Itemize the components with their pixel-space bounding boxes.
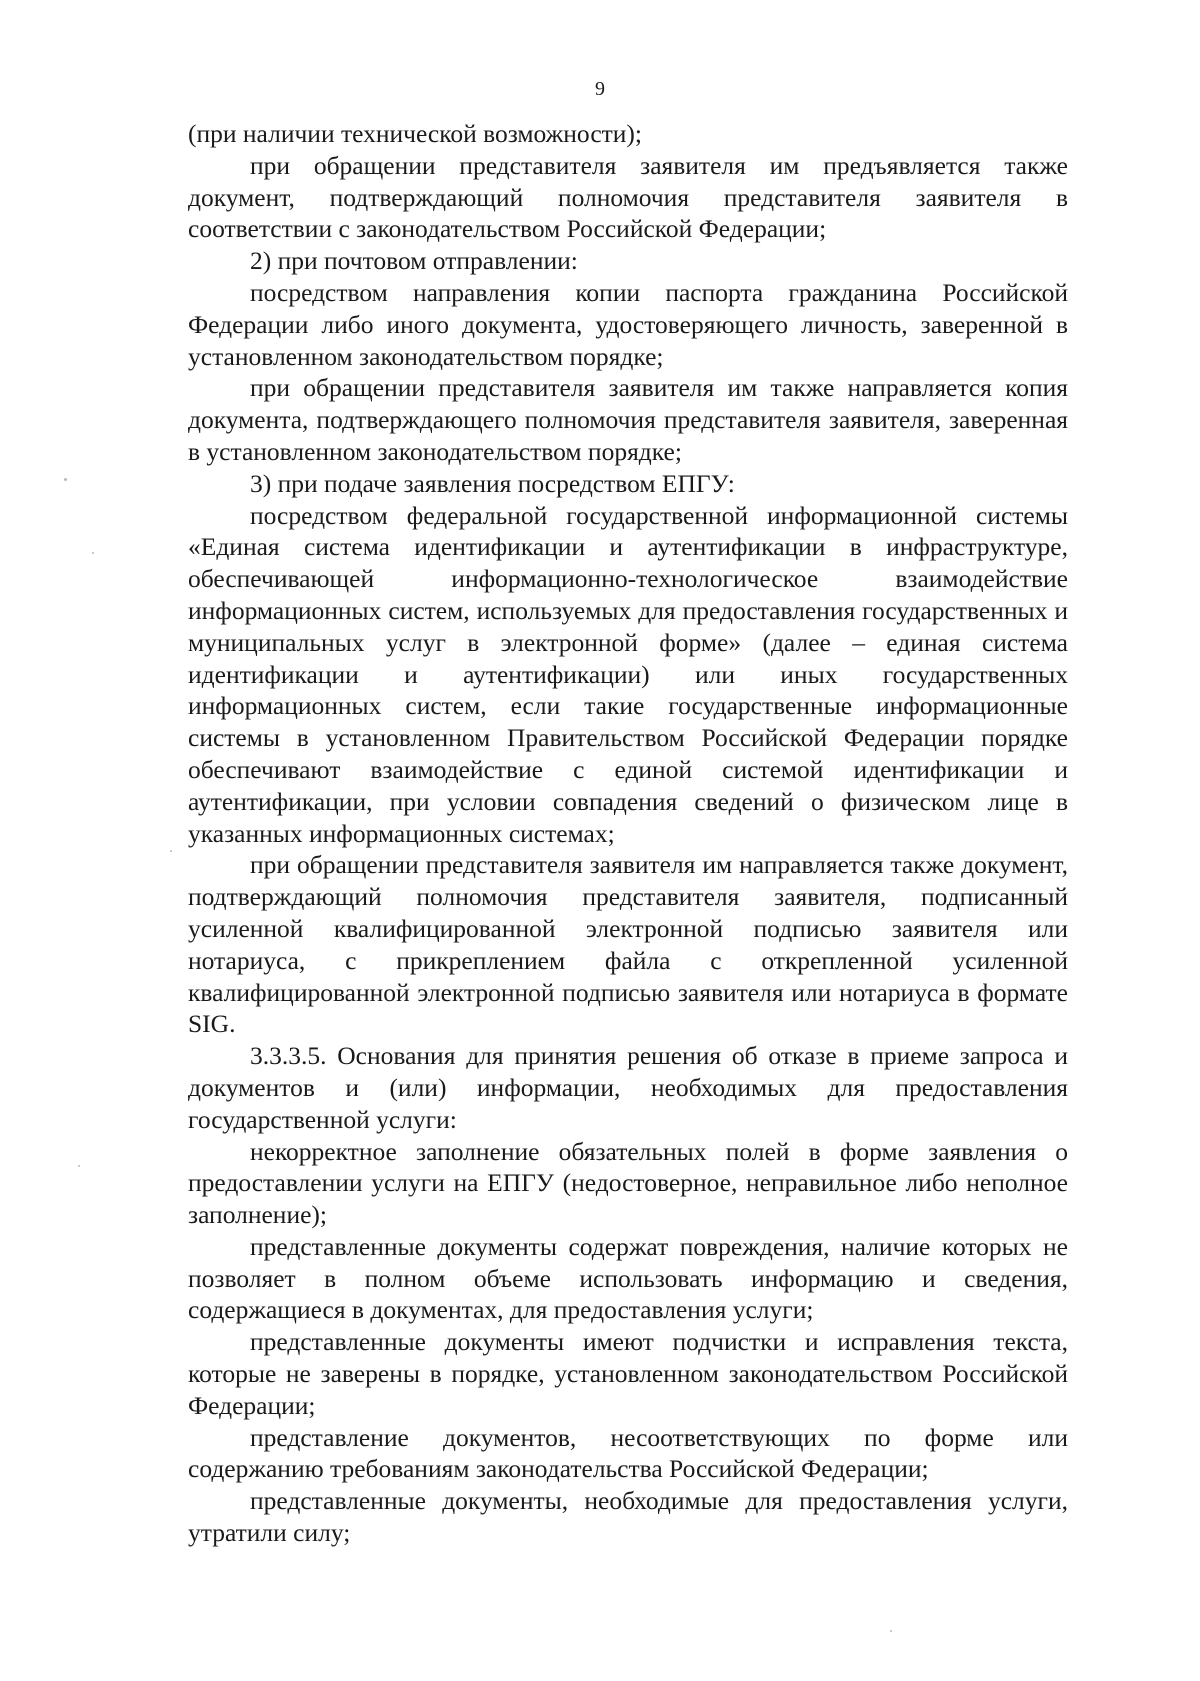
scan-speck	[78, 1165, 80, 1167]
paragraph: (при наличии технической возможности);	[188, 119, 643, 148]
paragraph: 3) при подаче заявления посредством ЕПГУ:	[250, 468, 735, 498]
paragraph: посредством федеральной государственной информационной системы «Единая система идентификации и аутентификации в инфраструктуре, обеспечивающей информационно-технологическое взаимодействие информационных систем, используемых для предоставления государственных и муниципальных услуг в электронной форме» (далее – единая система идентификации и аутентификации) или иных государственных информационных систем, если такие государственные информационные системы в установленном Правительством Российской Федерации порядке обеспечивают взаимодействие с единой системой идентификации и аутентификации, при условии совпадения сведений о физическом лице в указанных информационных системах;	[188, 500, 1068, 848]
paragraph: при обращении представителя заявителя им также направляется копия документа, подтверждающего полномочия представителя заявителя, заверенная в установленном законодательством порядке;	[188, 373, 1068, 466]
paragraph: при обращении представителя заявителя им направляется также документ, подтверждающий полномочия представителя заявителя, подписанный усиленной квалифицированной электронной подписью заявителя или нотариуса, с прикреплением файла с открепленной усиленной квалифицированной электронной подписью заявителя или нотариуса в формате SIG.	[188, 850, 1068, 1039]
scan-speck	[170, 850, 172, 852]
scan-speck	[64, 478, 67, 481]
paragraph: представленные документы имеют подчистки и исправления текста, которые не заверены в порядке, установленном законодательством Российской Федерации;	[188, 1327, 1068, 1420]
page-number: 9	[595, 78, 605, 100]
paragraph: представление документов, несоответствующих по форме или содержанию требованиям законодательства Российской Федерации;	[188, 1422, 1068, 1484]
scan-speck	[92, 552, 94, 554]
paragraph: 2) при почтовом отправлении:	[250, 246, 578, 276]
paragraph: представленные документы содержат повреждения, наличие которых не позволяет в полном объеме использовать информацию и сведения, содержащиеся в документах, для предоставления услуги;	[188, 1231, 1068, 1325]
paragraph: представленные документы, необходимые для предоставления услуги, утратили силу;	[188, 1486, 1068, 1548]
paragraph: при обращении представителя заявителя им предъявляется также документ, подтверждающий полномочия представителя заявителя в соответствии с законодательством Российской Федерации;	[188, 150, 1068, 244]
paragraph: некорректное заполнение обязательных полей в форме заявления о предоставлении услуги на ЕПГУ (недостоверное, неправильное либо неполное заполнение);	[188, 1136, 1068, 1230]
scan-speck	[890, 1630, 892, 1632]
paragraph: посредством направления копии паспорта гражданина Российской Федерации либо иного документа, удостоверяющего личность, заверенной в установленном законодательством порядке;	[188, 277, 1068, 371]
document-body	[188, 118, 1068, 1549]
paragraph: 3.3.3.5. Основания для принятия решения об отказе в приеме запроса и документов и (или) информации, необходимых для предоставления государственной услуги:	[188, 1041, 1068, 1134]
